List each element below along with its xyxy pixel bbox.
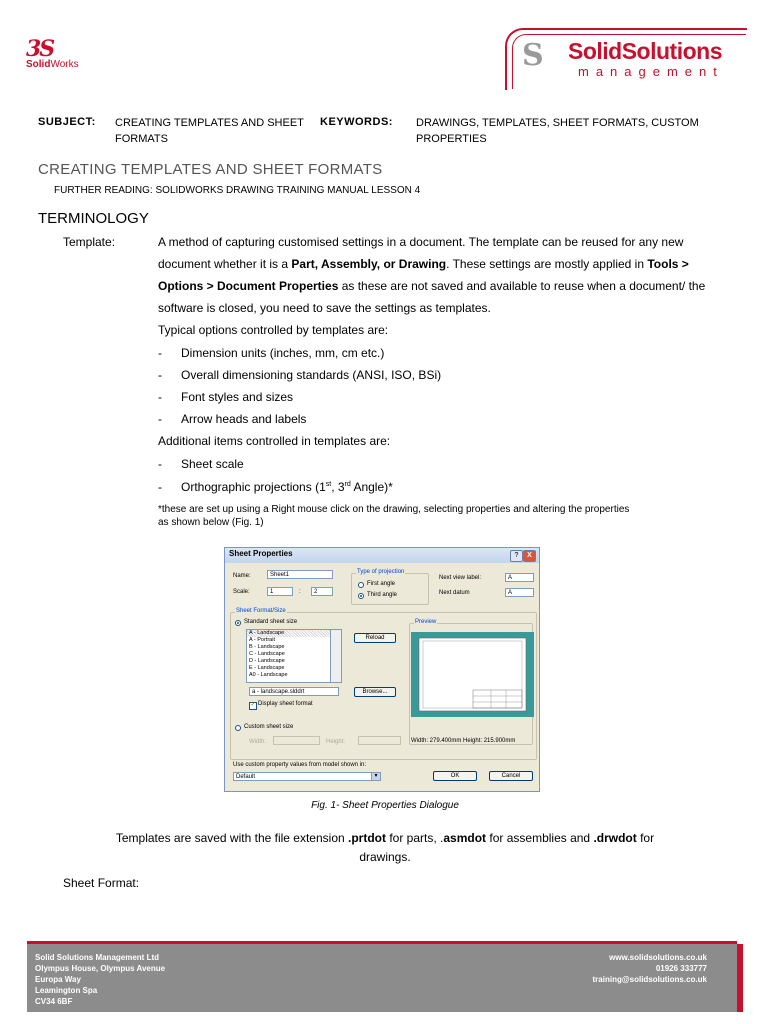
subject-label: SUBJECT: xyxy=(38,116,96,128)
list-item[interactable]: D - Landscape xyxy=(249,658,285,664)
list-item[interactable]: A - Portrait xyxy=(249,637,275,643)
browse-button[interactable]: Browse... xyxy=(354,687,396,697)
projection-group xyxy=(351,569,429,605)
scale-denominator-input[interactable]: 2 xyxy=(311,587,333,596)
next-view-label: Next view label: xyxy=(439,575,482,581)
list-item: Orthographic projections (1st, 3rd Angle)* xyxy=(181,480,393,494)
height-input[interactable] xyxy=(358,736,401,745)
list-item: Overall dimensioning standards (ANSI, ISO, BSi) xyxy=(181,368,442,382)
name-label: Name: xyxy=(233,573,251,579)
bullet-dash: - xyxy=(158,390,162,404)
sheet-dimensions: Width: 279.400mm Height: 215.900mm xyxy=(411,738,516,744)
solidsolutions-logo-subtitle: management xyxy=(578,64,724,79)
additional-intro: Additional items controlled in templates are: xyxy=(158,434,391,448)
solidworks-logo-mark: 3S xyxy=(26,36,54,62)
next-view-input[interactable]: A xyxy=(505,573,534,582)
first-angle-label: First angle xyxy=(367,581,396,587)
display-format-checkbox[interactable]: ✓ xyxy=(250,702,256,708)
close-button[interactable]: X xyxy=(523,550,536,562)
format-file-input[interactable]: a - landscape.slddrt xyxy=(249,687,339,696)
list-item: Sheet scale xyxy=(181,457,244,471)
dialog-title: Sheet Properties xyxy=(229,549,293,558)
list-item[interactable]: B - Landscape xyxy=(249,644,285,650)
footer-accent xyxy=(737,944,743,1012)
cancel-button[interactable]: Cancel xyxy=(489,771,533,781)
scale-separator: : xyxy=(299,589,301,595)
list-item[interactable]: C - Landscape xyxy=(249,651,285,657)
third-angle-radio[interactable] xyxy=(358,593,364,599)
list-item[interactable]: A - Landscape xyxy=(247,630,341,637)
standard-size-label: Standard sheet size xyxy=(244,619,298,625)
list-item: Font styles and sizes xyxy=(181,390,294,404)
list-item: Arrow heads and labels xyxy=(181,412,307,426)
name-input[interactable]: Sheet1 xyxy=(267,570,333,579)
scrollbar[interactable] xyxy=(330,629,342,683)
list-item[interactable]: E - Landscape xyxy=(249,665,285,671)
footer-contact xyxy=(593,952,707,985)
preview-label: Preview xyxy=(415,619,437,625)
sheet-preview-image xyxy=(411,632,534,717)
solidsolutions-logo-text: SolidSolutions xyxy=(568,38,722,64)
width-label: Width: xyxy=(249,739,267,745)
third-angle-label: Third angle xyxy=(367,592,398,598)
custom-property-select[interactable]: Default xyxy=(233,772,381,781)
ok-button[interactable]: OK xyxy=(433,771,477,781)
list-item: Dimension units (inches, mm, cm etc.) xyxy=(181,346,385,360)
page-title: CREATING TEMPLATES AND SHEET FORMATS xyxy=(38,161,383,178)
custom-size-label: Custom sheet size xyxy=(244,724,294,730)
sheet-drawing-icon xyxy=(411,632,534,717)
scale-label: Scale: xyxy=(233,589,250,595)
footer xyxy=(27,941,737,1012)
sheet-format-heading: Sheet Format: xyxy=(63,876,140,890)
projection-group-label: Type of projection xyxy=(357,569,405,575)
first-angle-radio[interactable] xyxy=(358,582,364,588)
display-format-label: Display sheet format xyxy=(258,701,313,707)
custom-property-label: Use custom property values from model shown in: xyxy=(233,762,367,768)
subject-value: CREATING TEMPLATES AND SHEET FORMATS xyxy=(115,117,304,145)
custom-size-radio[interactable] xyxy=(235,725,241,731)
terminology-heading: TERMINOLOGY xyxy=(38,210,149,227)
template-label: Template: xyxy=(63,235,116,249)
footer-email-link[interactable]: training@solidsolutions.co.uk xyxy=(592,975,707,984)
solidworks-logo-text: SolidWorks xyxy=(26,59,79,70)
bullet-dash: - xyxy=(158,457,162,471)
height-label: Height: xyxy=(326,739,346,745)
next-datum-label: Next datum xyxy=(439,590,470,596)
figure-caption: Fig. 1- Sheet Properties Dialogue xyxy=(311,800,459,811)
extensions-text: Templates are saved with the file extension .prtdot for parts, .asmdot for assemblies and .drwdot for drawings. xyxy=(115,831,655,864)
next-datum-input[interactable]: A xyxy=(505,588,534,597)
keywords-value: DRAWINGS, TEMPLATES, SHEET FORMATS, CUSTOM PROPERTIES xyxy=(416,117,699,145)
solidsolutions-logo-icon: S xyxy=(522,38,544,73)
scale-numerator-input[interactable]: 1 xyxy=(267,587,293,596)
list-item[interactable]: A0 - Landscape xyxy=(249,672,288,678)
footer-address: Solid Solutions Management Ltd Olympus House, Olympus Avenue Europa Way Leamington Spa CV34 6BF xyxy=(35,953,166,1006)
bullet-dash: - xyxy=(158,346,162,360)
dialog-title-bar xyxy=(225,548,539,563)
note-text: *these are set up using a Right mouse click on the drawing, selecting properties and altering the properties as shown below (Fig. 1) xyxy=(158,504,630,528)
template-description: A method of capturing customised settings in a document. The template can be reused for any new document whether it is a Part, Assembly, or Drawing. These settings are mostly applied in Tools > Options > Document Properties as these are not saved and available to reuse when a document/ the software is closed, you need to save the settings as templates. Typical options controlled by templates are: xyxy=(158,235,706,337)
sheet-format-group-label: Sheet Format/Size xyxy=(236,608,286,614)
chevron-down-icon[interactable]: ▾ xyxy=(371,772,381,781)
standard-size-radio[interactable] xyxy=(235,620,241,626)
help-button[interactable]: ? xyxy=(510,550,523,562)
bullet-dash: - xyxy=(158,412,162,426)
bullet-dash: - xyxy=(158,368,162,382)
further-reading: FURTHER READING: SOLIDWORKS DRAWING TRAINING MANUAL LESSON 4 xyxy=(54,185,421,196)
keywords-label: KEYWORDS: xyxy=(320,116,393,128)
footer-phone: 01926 333777 xyxy=(655,964,707,973)
width-input[interactable] xyxy=(273,736,320,745)
bullet-dash: - xyxy=(158,480,162,494)
sheet-size-list[interactable] xyxy=(246,629,342,683)
footer-website-link[interactable]: www.solidsolutions.co.uk xyxy=(609,953,707,962)
reload-button[interactable]: Reload xyxy=(354,633,396,643)
